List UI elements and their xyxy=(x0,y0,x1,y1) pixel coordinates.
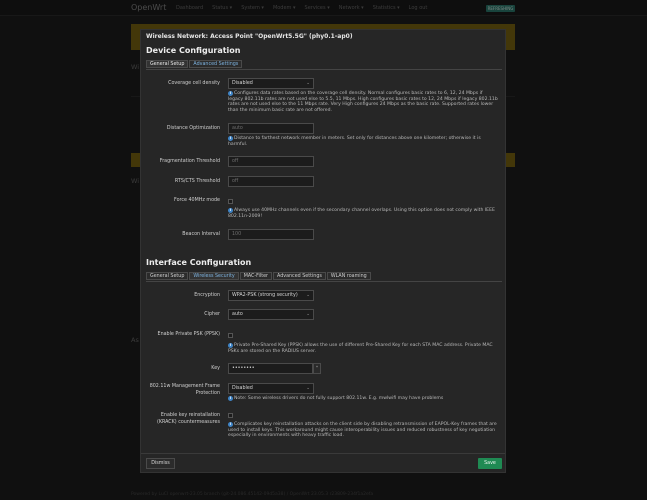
nav-dashboard[interactable]: Dashboard xyxy=(176,5,204,11)
beacon-input[interactable]: 100 xyxy=(228,229,314,240)
tab-mac-filter[interactable]: MAC-Filter xyxy=(240,272,272,280)
tab-advanced-settings[interactable]: Advanced Settings xyxy=(189,60,242,68)
distance-help-text: Distance to farthest network member in meters. Set only for distances above one kilometer; otherwise it is harmful. xyxy=(228,136,481,147)
krack-help-text: Complicates key reinstallation attacks on the client side by disabling retransmission of EAPOL-Key frames that are used to install keys. This workaround might cause interoperability issues and reduced robustness of key negotiation especially in environments with heavy traffic load. xyxy=(228,422,497,439)
mfp-select[interactable] xyxy=(228,383,314,394)
dismiss-button[interactable]: Dismiss xyxy=(146,458,175,469)
encryption-value: WPA2-PSK (strong security) xyxy=(232,293,298,298)
coverage-label: Coverage cell density xyxy=(168,81,220,86)
chevron-down-icon: ⌄ xyxy=(306,312,310,317)
background-heading: Wi xyxy=(131,63,140,71)
refresh-badge[interactable]: REFRESHING xyxy=(487,6,514,11)
krack-label-line2: (KRACK) countermeasures xyxy=(156,419,220,425)
info-icon: i xyxy=(229,396,232,400)
coverage-help-text: Configures data rates based on the coverage cell density. Normal configures basic rates to 6, 12, 24 Mbps if legacy 802.11b rates are not used else to 5.5, 11 Mbps. High configures basic rates to 12, 24 Mbps if legacy 802.11b rates are not used else to the 11 Mbps rate. Very High configures 24 Mbps as the basic rate. Supported rates lower than the minimum basic rate are not offered. xyxy=(228,91,498,113)
chevron-down-icon: ⌄ xyxy=(306,386,310,391)
background-heading: Wi xyxy=(131,177,140,185)
key-label: Key xyxy=(211,366,220,371)
nav-status[interactable]: Status ▾ xyxy=(212,5,233,11)
background-heading: As xyxy=(131,336,139,344)
info-icon: i xyxy=(229,136,232,140)
distance-input[interactable]: auto xyxy=(228,123,314,134)
modal-footer-divider xyxy=(141,453,505,454)
ppsk-checkbox[interactable] xyxy=(228,333,233,338)
fragmentation-label: Fragmentation Threshold xyxy=(159,159,220,164)
info-icon: i xyxy=(229,343,232,347)
tab-general-setup[interactable]: General Setup xyxy=(146,272,188,280)
tab-general-setup[interactable]: General Setup xyxy=(146,60,188,68)
nav-services[interactable]: Services ▾ xyxy=(304,5,330,11)
nav-logout[interactable]: Log out xyxy=(408,5,428,11)
ppsk-help-text: Private Pre-Shared Key (PPSK) allows the use of different Pre-Shared Key for each STA MAC address. Private MAC PSKs are stored on the RADIUS server. xyxy=(228,343,493,354)
nav-network[interactable]: Network ▾ xyxy=(338,5,364,11)
cipher-select[interactable] xyxy=(228,309,314,320)
device-config-tabs xyxy=(146,60,242,68)
info-icon: i xyxy=(229,422,232,426)
force40-help-text: Always use 40MHz channels even if the secondary channel overlaps. Using this option does not comply with IEEE 802.11n-2009! xyxy=(228,208,495,219)
tab-wireless-security[interactable]: Wireless Security xyxy=(189,272,238,280)
ppsk-label: Enable Private PSK (PPSK) xyxy=(157,332,220,337)
reveal-password-button[interactable]: * xyxy=(313,363,321,374)
mfp-help-text: Note: Some wireless drivers do not fully support 802.11w. E.g. mwlwifi may have problems xyxy=(234,396,444,401)
tab-divider xyxy=(146,69,502,70)
key-input[interactable]: •••••••• xyxy=(228,363,313,374)
coverage-value: Disabled xyxy=(232,81,253,86)
nav-system[interactable]: System ▾ xyxy=(241,5,264,11)
mfp-label xyxy=(141,384,220,397)
modal-title: Wireless Network: Access Point "OpenWrt5.5G" (phy0.1-ap0) xyxy=(146,33,353,40)
device-config-title: Device Configuration xyxy=(146,46,241,55)
mfp-label-line2: Protection xyxy=(195,390,220,396)
ppsk-help xyxy=(228,343,498,354)
force40-label: Force 40MHz mode xyxy=(174,198,220,203)
tab-advanced-settings[interactable]: Advanced Settings xyxy=(273,272,326,280)
chevron-down-icon: ⌄ xyxy=(306,293,310,298)
coverage-help xyxy=(228,91,498,113)
distance-help xyxy=(228,136,498,147)
chevron-down-icon: ⌄ xyxy=(306,81,310,86)
cipher-value: auto xyxy=(232,312,243,317)
interface-config-tabs xyxy=(146,272,371,280)
coverage-select[interactable] xyxy=(228,78,314,89)
krack-label-line1: Enable key reinstallation xyxy=(160,413,220,418)
mfp-label-line1: 802.11w Management Frame xyxy=(149,384,220,389)
krack-help xyxy=(228,422,498,439)
force40-help xyxy=(228,208,498,219)
fragmentation-input[interactable]: off xyxy=(228,156,314,167)
mfp-help xyxy=(228,396,498,402)
interface-config-title: Interface Configuration xyxy=(146,258,252,267)
cipher-label: Cipher xyxy=(204,312,220,317)
krack-label xyxy=(141,413,220,426)
nav-statistics[interactable]: Statistics ▾ xyxy=(372,5,400,11)
info-icon: i xyxy=(229,91,232,95)
beacon-label: Beacon Interval xyxy=(182,232,220,237)
krack-checkbox[interactable] xyxy=(228,413,233,418)
force40-checkbox[interactable] xyxy=(228,199,233,204)
distance-label: Distance Optimization xyxy=(166,126,220,131)
wireless-config-modal xyxy=(140,29,506,473)
background-footer: Powered by LuCI openwrt-23.05 branch (git-24.086.45142-09d5a38) / OpenWrt 23.05.3 r23809-234f1a2efa xyxy=(131,492,374,497)
rts-input[interactable]: off xyxy=(228,176,314,187)
save-button[interactable]: Save xyxy=(478,458,502,469)
nav-modem[interactable]: Modem ▾ xyxy=(272,5,296,11)
tab-wlan-roaming[interactable]: WLAN roaming xyxy=(327,272,371,280)
tab-divider xyxy=(146,281,502,282)
encryption-select[interactable] xyxy=(228,290,314,301)
brand-logo[interactable]: OpenWrt xyxy=(131,3,167,12)
info-icon: i xyxy=(229,208,232,212)
mfp-value: Disabled xyxy=(232,386,253,391)
encryption-label: Encryption xyxy=(194,293,220,298)
rts-label: RTS/CTS Threshold xyxy=(174,179,220,184)
